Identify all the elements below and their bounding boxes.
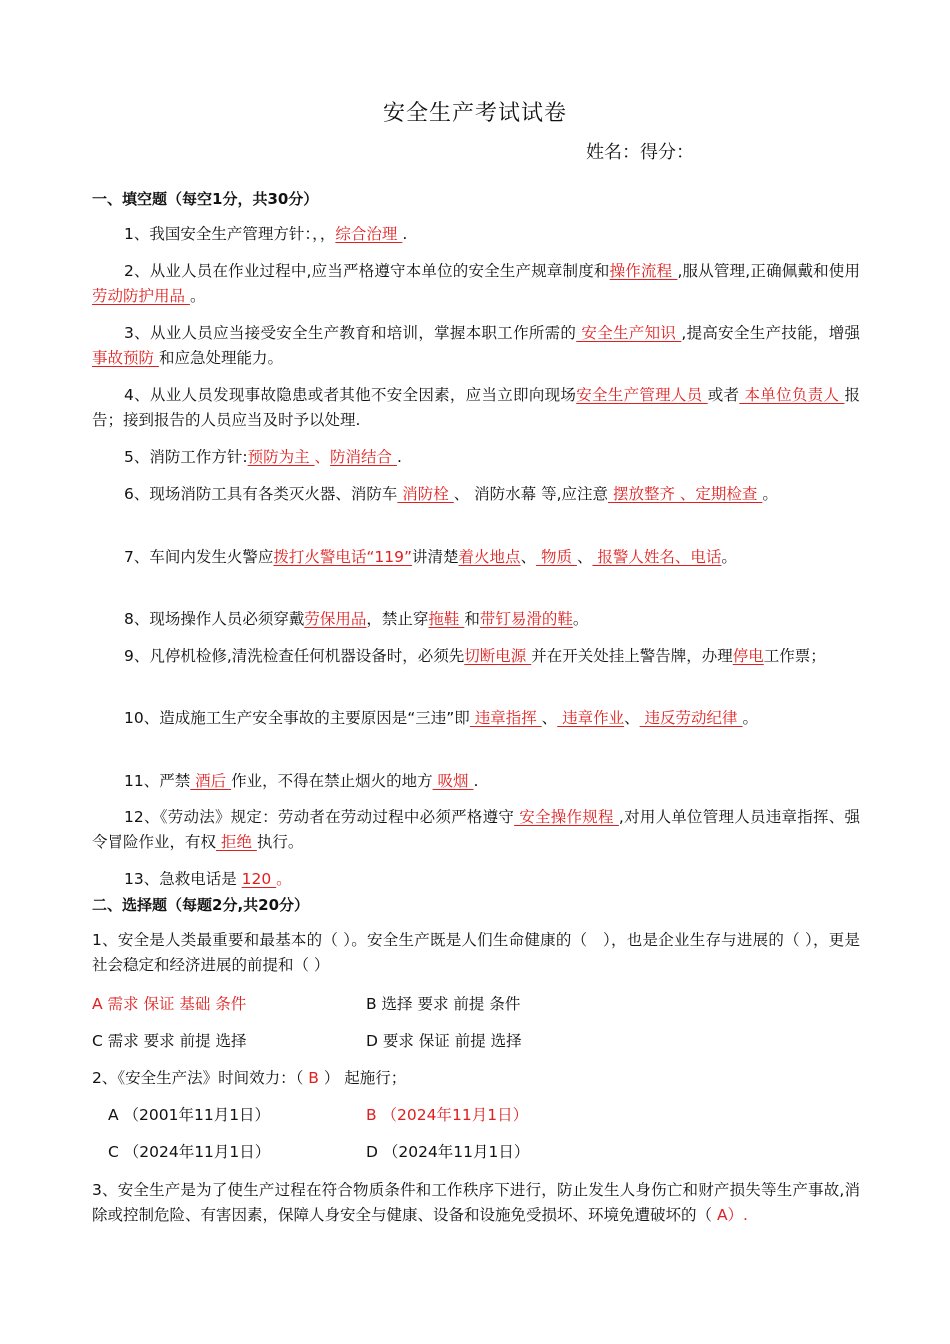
choice-1-option-b: B 选择 要求 前提 条件 — [366, 995, 521, 1013]
fill-question-5: 5、消防工作方针:预防为主 、防消结合 . — [124, 448, 402, 466]
choice-2-option-c: C （2024年11月1日） — [108, 1143, 271, 1161]
fill-question-10: 10、造成施工生产安全事故的主要原因是“三违”即 违章指挥 、 违章作业、 违反劳动纪律 。 — [124, 709, 758, 727]
choice-2-option-a: A （2001年11月1日） — [108, 1106, 271, 1124]
fill-question-3: 3、从业人员应当接受安全生产教育和培训，掌握本职工作所需的 安全生产知识 ,提高安全生产技能，增强事故预防 和应急处理能力。 — [92, 324, 860, 367]
choice-1-option-a: A 需求 保证 基础 条件 — [92, 995, 247, 1013]
fill-question-8: 8、现场操作人员必须穿戴劳保用品，禁止穿拖鞋 和带钉易滑的鞋。 — [124, 610, 589, 628]
choice-2-option-d: D （2024年11月1日） — [366, 1143, 530, 1161]
fill-question-12: 12、《劳动法》规定：劳动者在劳动过程中必须严格遵守 安全操作规程 ,对用人单位管理人员违章指挥、强令冒险作业，有权 拒绝 执行。 — [92, 808, 860, 851]
fill-question-11: 11、严禁 酒后 作业，不得在禁止烟火的地方 吸烟 . — [124, 772, 479, 790]
choice-question-1: 1、安全是人类最重要和最基本的（ ）。安全生产既是人们生命健康的（ ），也是企业生存与进展的（ ），更是社会稳定和经济进展的前提和（ ） — [92, 931, 860, 974]
fill-question-6: 6、现场消防工具有各类灭火器、消防车 消防栓 、 消防水幕 等,应注意 摆放整齐 、定期检查 。 — [124, 485, 778, 503]
choice-question-2: 2、《安全生产法》时间效力：（ B ） 起施行； — [92, 1069, 407, 1087]
choice-question-3: 3、安全生产是为了使生产过程在符合物质条件和工作秩序下进行，防止发生人身伤亡和财产损失等生产事故,消除或控制危险、有害因素，保障人身安全与健康、设备和设施免受损坏、环境免遭破坏的（ A）. — [92, 1181, 860, 1224]
page-title: 安全生产考试试卷 — [382, 101, 567, 126]
section-choice-heading: 二、选择题（每题2分,共20分） — [92, 896, 310, 914]
fill-question-1: 1、我国安全生产管理方针：，，综合治理 . — [124, 225, 408, 243]
choice-1-option-d: D 要求 保证 前提 选择 — [366, 1032, 522, 1050]
fill-question-4: 4、从业人员发现事故隐患或者其他不安全因素，应当立即向现场安全生产管理人员 或者 本单位负责人 报告；接到报告的人员应当及时予以处理. — [92, 386, 860, 429]
name-score-line: 姓名：得分： — [586, 142, 694, 163]
fill-question-2: 2、从业人员在作业过程中,应当严格遵守本单位的安全生产规章制度和操作流程 ,服从管理,正确佩戴和使用劳动防护用品 。 — [92, 262, 860, 305]
section-fill-heading: 一、填空题（每空1分，共30分） — [92, 190, 319, 208]
fill-question-9: 9、凡停机检修,清洗检查任何机器设备时，必须先切断电源 并在开关处挂上警告牌，办理停电工作票； — [124, 647, 826, 665]
fill-question-7: 7、车间内发生火警应拨打火警电话“119”讲清楚着火地点、 物质 、 报警人姓名、电话。 — [124, 548, 737, 566]
choice-2-option-b: B （2024年11月1日） — [366, 1106, 529, 1124]
choice-1-option-c: C 需求 要求 前提 选择 — [92, 1032, 247, 1050]
fill-question-13: 13、急救电话是 120 。 — [124, 870, 292, 888]
